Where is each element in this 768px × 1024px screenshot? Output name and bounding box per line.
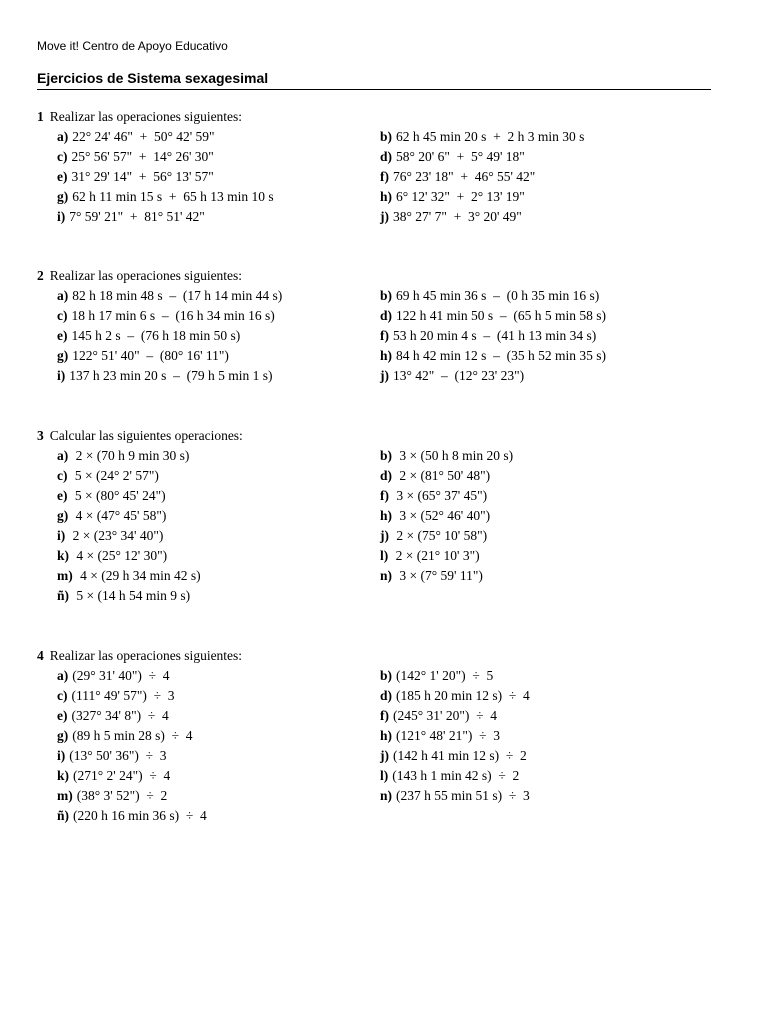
exercise-section-1: [37, 107, 737, 227]
item-label: e): [57, 169, 68, 184]
exercise-section-2: [37, 266, 737, 386]
item-label: g): [57, 348, 69, 363]
item-expression: 18 h 17 min 6 s – (16 h 34 min 16 s): [71, 308, 275, 323]
exercise-item: [380, 786, 710, 806]
exercise-item: [380, 127, 710, 147]
item-expression: (237 h 55 min 51 s) ÷ 3: [396, 788, 530, 803]
item-label: h): [380, 348, 393, 363]
item-expression: 122 h 41 min 50 s – (65 h 5 min 58 s): [396, 308, 607, 323]
item-expression: (29° 31' 40") ÷ 4: [72, 668, 170, 683]
item-label: f): [380, 169, 389, 184]
item-label: d): [380, 468, 393, 483]
item-expression: 3 × (7° 59' 11"): [396, 568, 483, 583]
item-expression: 2 × (23° 34' 40"): [69, 528, 164, 543]
item-expression: 58° 20' 6" + 5° 49' 18": [396, 149, 525, 164]
exercise-item: [380, 486, 710, 506]
exercise-item: [380, 366, 710, 386]
item-label: f): [380, 328, 389, 343]
exercise-section-4: [37, 646, 737, 826]
item-label: g): [57, 189, 69, 204]
item-expression: 6° 12' 32" + 2° 13' 19": [396, 189, 525, 204]
item-label: h): [380, 508, 393, 523]
exercise-items: [37, 446, 737, 606]
item-expression: (89 h 5 min 28 s) ÷ 4: [72, 728, 193, 743]
exercise-item: [37, 306, 380, 326]
exercise-number: 4: [37, 648, 44, 663]
item-label: e): [57, 328, 68, 343]
item-label: h): [380, 189, 393, 204]
item-expression: 145 h 2 s – (76 h 18 min 50 s): [71, 328, 241, 343]
exercise-intro: [37, 646, 737, 666]
exercise-item: [37, 466, 380, 486]
item-label: h): [380, 728, 393, 743]
exercise-item: [380, 187, 710, 207]
item-expression: 38° 27' 7" + 3° 20' 49": [393, 209, 522, 224]
exercise-item: [37, 806, 380, 826]
exercise-items: [37, 286, 737, 386]
exercise-item: [37, 207, 380, 227]
item-label: j): [380, 209, 389, 224]
exercise-item: [380, 506, 710, 526]
item-label: n): [380, 788, 393, 803]
exercise-number: 1: [37, 109, 44, 124]
item-expression: 4 × (25° 12' 30"): [73, 548, 168, 563]
exercise-item: [380, 286, 710, 306]
item-label: j): [380, 528, 389, 543]
exercise-item: [37, 187, 380, 207]
item-expression: 137 h 23 min 20 s – (79 h 5 min 1 s): [69, 368, 273, 383]
item-label: n): [380, 568, 393, 583]
item-label: j): [380, 748, 389, 763]
item-expression: 2 × (75° 10' 58"): [393, 528, 488, 543]
item-expression: (111° 49' 57") ÷ 3: [71, 688, 175, 703]
exercise-item: [37, 686, 380, 706]
exercise-item: [380, 666, 710, 686]
item-label: c): [57, 688, 68, 703]
item-label: e): [57, 488, 68, 503]
item-expression: (142° 1' 20") ÷ 5: [396, 668, 494, 683]
exercise-number: 3: [37, 428, 44, 443]
header-text: Move it! Centro de Apoyo Educativo: [37, 39, 228, 53]
item-expression: 84 h 42 min 12 s – (35 h 52 min 35 s): [396, 348, 607, 363]
item-label: f): [380, 488, 389, 503]
item-expression: 69 h 45 min 36 s – (0 h 35 min 16 s): [396, 288, 600, 303]
item-label: e): [57, 708, 68, 723]
item-expression: 7° 59' 21" + 81° 51' 42": [69, 209, 205, 224]
item-label: c): [57, 308, 68, 323]
item-label: m): [57, 568, 73, 583]
item-expression: 5 × (24° 2' 57"): [71, 468, 159, 483]
item-label: i): [57, 368, 66, 383]
page-title: Ejercicios de Sistema sexagesimal: [37, 70, 269, 86]
exercise-items: [37, 666, 737, 826]
exercise-item: [380, 566, 710, 586]
item-label: j): [380, 368, 389, 383]
exercise-item: [380, 147, 710, 167]
item-label: c): [57, 149, 68, 164]
item-label: b): [380, 668, 393, 683]
exercise-section-3: [37, 426, 737, 606]
exercise-item: [380, 466, 710, 486]
exercise-item: [380, 167, 710, 187]
exercise-instruction: Realizar las operaciones siguientes:: [49, 268, 243, 283]
item-label: b): [380, 129, 393, 144]
exercise-item: [37, 706, 380, 726]
item-expression: 4 × (47° 45' 58"): [72, 508, 167, 523]
item-expression: 62 h 45 min 20 s + 2 h 3 min 30 s: [396, 129, 585, 144]
exercise-item: [37, 586, 380, 606]
exercise-item: [37, 286, 380, 306]
exercise-instruction: Calcular las siguientes operaciones:: [49, 428, 243, 443]
item-label: i): [57, 748, 66, 763]
exercise-item: [380, 446, 710, 466]
item-expression: 2 × (21° 10' 3"): [392, 548, 480, 563]
item-label: d): [380, 308, 393, 323]
exercise-item: [380, 326, 710, 346]
item-label: m): [57, 788, 73, 803]
exercise-item: [380, 306, 710, 326]
exercise-item: [37, 366, 380, 386]
item-expression: 4 × (29 h 34 min 42 s): [76, 568, 201, 583]
exercise-item: [37, 546, 380, 566]
exercise-intro: [37, 107, 737, 127]
item-label: l): [380, 548, 389, 563]
exercise-item: [37, 167, 380, 187]
item-expression: 3 × (50 h 8 min 20 s): [396, 448, 514, 463]
item-label: k): [57, 548, 70, 563]
item-expression: (142 h 41 min 12 s) ÷ 2: [393, 748, 527, 763]
item-expression: 22° 24' 46" + 50° 42' 59": [72, 129, 215, 144]
exercise-item: [37, 746, 380, 766]
exercise-item: [37, 326, 380, 346]
item-label: l): [380, 768, 389, 783]
exercise-item: [380, 346, 710, 366]
title-divider: [37, 89, 711, 90]
item-expression: 82 h 18 min 48 s – (17 h 14 min 44 s): [72, 288, 283, 303]
item-label: c): [57, 468, 68, 483]
exercise-item: [37, 127, 380, 147]
exercise-item: [37, 666, 380, 686]
exercise-item: [37, 346, 380, 366]
item-expression: 5 × (80° 45' 24"): [71, 488, 166, 503]
item-label: d): [380, 688, 393, 703]
exercise-instruction: Realizar las operaciones siguientes:: [49, 648, 243, 663]
exercise-item: [380, 207, 710, 227]
item-expression: 53 h 20 min 4 s – (41 h 13 min 34 s): [393, 328, 597, 343]
item-expression: 76° 23' 18" + 46° 55' 42": [393, 169, 536, 184]
item-expression: 3 × (52° 46' 40"): [396, 508, 491, 523]
exercise-item: [380, 686, 710, 706]
item-expression: 31° 29' 14" + 56° 13' 57": [71, 169, 214, 184]
item-expression: 5 × (14 h 54 min 9 s): [73, 588, 191, 603]
exercise-item: [37, 446, 380, 466]
item-label: f): [380, 708, 389, 723]
item-label: b): [380, 448, 393, 463]
item-expression: 122° 51' 40" – (80° 16' 11"): [72, 348, 229, 363]
item-expression: (143 h 1 min 42 s) ÷ 2: [392, 768, 520, 783]
item-label: a): [57, 129, 69, 144]
exercise-number: 2: [37, 268, 44, 283]
exercise-items: [37, 127, 737, 227]
item-label: k): [57, 768, 70, 783]
exercise-item: [37, 486, 380, 506]
item-label: g): [57, 728, 69, 743]
item-expression: 3 × (65° 37' 45"): [393, 488, 488, 503]
exercise-intro: [37, 266, 737, 286]
exercise-item: [37, 726, 380, 746]
item-label: a): [57, 668, 69, 683]
item-expression: 2 × (81° 50' 48"): [396, 468, 491, 483]
item-expression: (38° 3' 52") ÷ 2: [76, 788, 168, 803]
item-expression: 2 × (70 h 9 min 30 s): [72, 448, 190, 463]
item-expression: (185 h 20 min 12 s) ÷ 4: [396, 688, 530, 703]
item-expression: 13° 42" – (12° 23' 23"): [393, 368, 525, 383]
exercise-item: [380, 726, 710, 746]
item-expression: (245° 31' 20") ÷ 4: [393, 708, 497, 723]
item-expression: (220 h 16 min 36 s) ÷ 4: [73, 808, 207, 823]
exercise-item: [37, 147, 380, 167]
exercise-intro: [37, 426, 737, 446]
exercise-instruction: Realizar las operaciones siguientes:: [49, 109, 243, 124]
item-expression: 25° 56' 57" + 14° 26' 30": [71, 149, 214, 164]
exercise-item: [380, 706, 710, 726]
exercise-item: [380, 746, 710, 766]
exercise-item: [37, 566, 380, 586]
item-expression: (327° 34' 8") ÷ 4: [71, 708, 169, 723]
exercise-item: [37, 766, 380, 786]
exercise-item: [37, 506, 380, 526]
item-label: ñ): [57, 808, 70, 823]
item-label: i): [57, 209, 66, 224]
exercise-item: [380, 766, 710, 786]
item-label: i): [57, 528, 66, 543]
exercise-item: [37, 526, 380, 546]
item-label: b): [380, 288, 393, 303]
item-label: g): [57, 508, 69, 523]
item-expression: (121° 48' 21") ÷ 3: [396, 728, 501, 743]
item-expression: (271° 2' 24") ÷ 4: [73, 768, 171, 783]
exercise-item: [37, 786, 380, 806]
exercise-item: [380, 546, 710, 566]
item-label: d): [380, 149, 393, 164]
item-label: a): [57, 288, 69, 303]
item-label: a): [57, 448, 69, 463]
item-expression: 62 h 11 min 15 s + 65 h 13 min 10 s: [72, 189, 274, 204]
item-label: ñ): [57, 588, 70, 603]
exercise-item: [380, 526, 710, 546]
item-expression: (13° 50' 36") ÷ 3: [69, 748, 167, 763]
